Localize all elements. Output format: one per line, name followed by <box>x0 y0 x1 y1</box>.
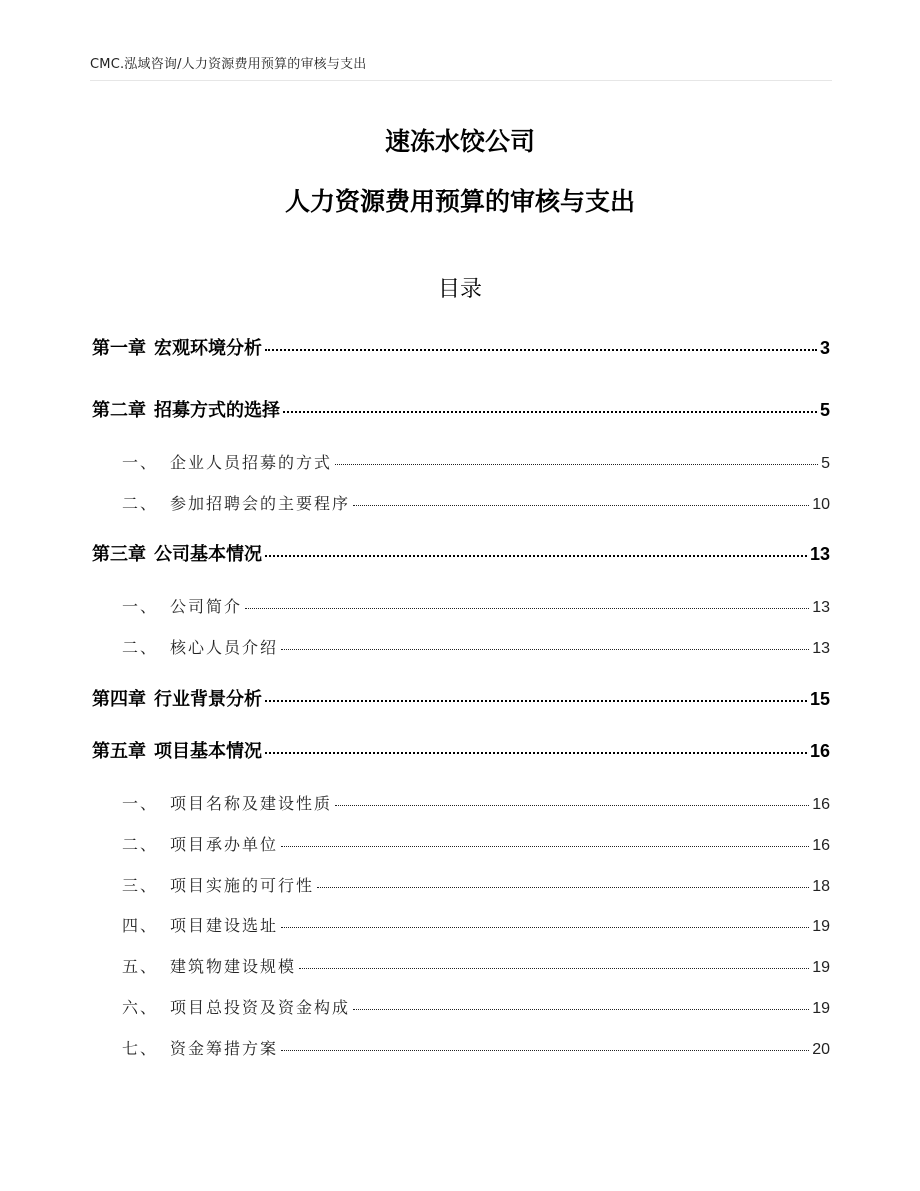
toc-entry-section[interactable] <box>122 1036 830 1059</box>
dot-leader <box>265 752 807 754</box>
dot-leader <box>281 927 809 928</box>
toc-entry-page: 19 <box>812 959 830 976</box>
toc-entry-section[interactable] <box>122 791 830 814</box>
toc-entry-label: 公司基本情况 <box>154 544 262 565</box>
toc-heading: 目录 <box>437 277 482 302</box>
toc-entry-page: 15 <box>809 689 830 709</box>
toc-entry-label: 核心人员介绍 <box>170 638 279 657</box>
toc-entry-number: 二、 <box>122 638 159 657</box>
dot-leader <box>245 608 809 609</box>
toc-entry-label: 宏观环境分析 <box>154 338 262 359</box>
toc-entry-page: 5 <box>819 400 830 420</box>
dot-leader <box>353 505 809 506</box>
toc-entry-number: 第一章 <box>92 338 146 359</box>
toc-entry-section[interactable] <box>122 450 830 473</box>
toc-entry-label: 企业人员招募的方式 <box>170 453 333 472</box>
dot-leader <box>281 1050 809 1051</box>
document-title: 人力资源费用预算的审核与支出 <box>284 187 635 216</box>
toc-entry-page: 18 <box>812 878 830 895</box>
toc-entry-page: 19 <box>812 918 830 935</box>
toc-entry-label: 招募方式的选择 <box>154 400 280 421</box>
toc-entry-label: 参加招聘会的主要程序 <box>170 494 351 513</box>
toc-entry-number: 第二章 <box>92 400 146 421</box>
page-header: CMC.泓域咨询/人力资源费用预算的审核与支出 <box>90 57 367 72</box>
toc-entry-page: 20 <box>812 1041 830 1058</box>
toc-entry-page: 13 <box>812 599 830 616</box>
dot-leader <box>317 887 809 888</box>
toc-entry-label: 项目建设选址 <box>170 916 279 935</box>
dot-leader <box>265 700 807 702</box>
toc-entry-section[interactable] <box>122 873 830 896</box>
toc-entry-number: 七、 <box>122 1039 159 1058</box>
toc-entry-label: 资金筹措方案 <box>170 1039 279 1058</box>
toc-entry-page: 5 <box>821 455 830 472</box>
dot-leader <box>281 846 809 847</box>
toc-entry-number: 一、 <box>122 597 159 616</box>
toc-entry-page: 13 <box>809 544 830 564</box>
toc-entry-number: 五、 <box>122 957 159 976</box>
toc-entry-label: 公司简介 <box>170 597 243 616</box>
toc-entry-number: 四、 <box>122 916 159 935</box>
toc-entry-page: 16 <box>812 837 830 854</box>
toc-entry-section[interactable] <box>122 832 830 855</box>
toc-entry-label: 项目承办单位 <box>170 835 279 854</box>
toc-entry-label: 行业背景分析 <box>154 689 262 710</box>
toc-entry-number: 二、 <box>122 494 159 513</box>
toc-entry-section[interactable] <box>122 594 830 617</box>
table-of-contents <box>92 0 830 1191</box>
toc-entry-section[interactable] <box>122 995 830 1018</box>
dot-leader <box>335 464 818 465</box>
toc-entry-page: 3 <box>819 338 830 358</box>
company-title: 速冻水饺公司 <box>384 127 535 156</box>
toc-entry-chapter-2[interactable] <box>92 396 830 422</box>
toc-entry-section[interactable] <box>122 635 830 658</box>
toc-entry-chapter-5[interactable] <box>92 737 830 763</box>
toc-entry-page: 13 <box>812 640 830 657</box>
dot-leader <box>283 411 817 413</box>
toc-entry-label: 建筑物建设规模 <box>170 957 297 976</box>
toc-entry-number: 第五章 <box>92 741 146 762</box>
toc-entry-number: 第三章 <box>92 544 146 565</box>
dot-leader <box>335 805 809 806</box>
toc-entry-chapter-4[interactable] <box>92 685 830 711</box>
toc-entry-number: 一、 <box>122 794 159 813</box>
toc-entry-page: 16 <box>812 796 830 813</box>
toc-entry-section[interactable] <box>122 491 830 514</box>
toc-entry-label: 项目实施的可行性 <box>170 876 315 895</box>
toc-entry-page: 19 <box>812 1000 830 1017</box>
dot-leader <box>353 1009 809 1010</box>
toc-entry-chapter-1[interactable] <box>92 334 830 360</box>
toc-entry-label: 项目总投资及资金构成 <box>170 998 351 1017</box>
dot-leader <box>265 555 807 557</box>
dot-leader <box>299 968 809 969</box>
toc-entry-chapter-3[interactable] <box>92 540 830 566</box>
dot-leader <box>265 349 817 351</box>
toc-entry-section[interactable] <box>122 954 830 977</box>
toc-entry-page: 10 <box>812 496 830 513</box>
toc-entry-page: 16 <box>809 741 830 761</box>
toc-entry-number: 一、 <box>122 453 159 472</box>
toc-entry-number: 三、 <box>122 876 159 895</box>
toc-entry-section[interactable] <box>122 913 830 936</box>
toc-entry-label: 项目基本情况 <box>154 741 262 762</box>
toc-entry-label: 项目名称及建设性质 <box>170 794 333 813</box>
toc-entry-number: 第四章 <box>92 689 146 710</box>
dot-leader <box>281 649 809 650</box>
toc-entry-number: 二、 <box>122 835 159 854</box>
toc-entry-number: 六、 <box>122 998 159 1017</box>
